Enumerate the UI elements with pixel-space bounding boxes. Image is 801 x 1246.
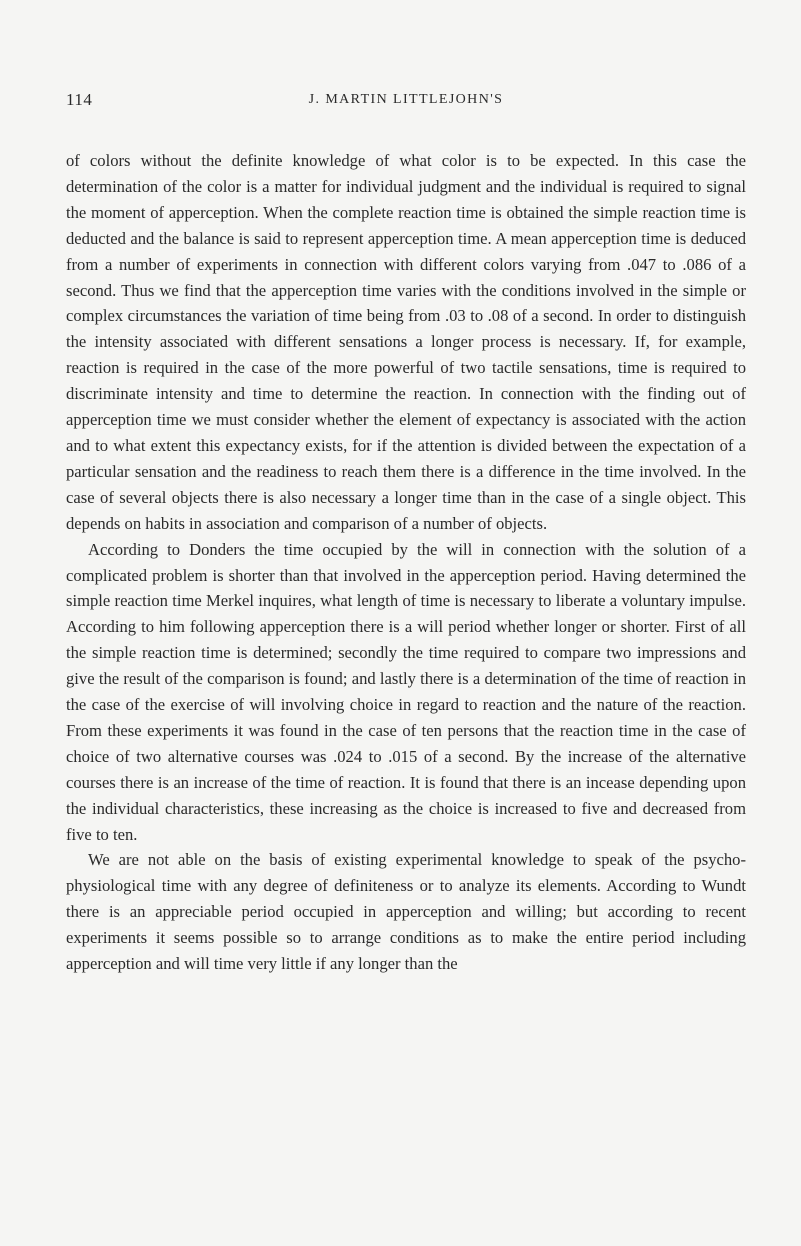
running-title: J. MARTIN LITTLEJOHN'S [308, 92, 504, 107]
running-head [66, 90, 746, 114]
body-text [66, 148, 746, 977]
paragraph-wundt: We are not able on the basis of existing experimental knowledge to speak of the psycho-physiological time with any degree of definiteness or to analyze its elements. According to Wundt there is an appreciable period occupied in apperception and willing; but according to recent experiments it seems possible so to arrange conditions as to make the entire period including apperception and will time very little if any longer than the [66, 850, 746, 974]
paragraph-donders: According to Donders the time occupied by the will in connection with the solution of a complicated problem is shorter than that involved in the apperception period. Having determined the simple reaction time Merkel inquires, what length of time is necessary to liberate a voluntary impulse. According to him following apperception there is a will period whether longer or shorter. First of all the simple reaction time is determined; secondly the time required to compare two impressions and give the result of the comparison is found; and lastly there is a determination of the time of reaction in the case of the exercise of will involving choice in regard to reaction and the nature of the reaction. From these experiments it was found in the case of ten persons that the reaction time in the case of choice of two alternative courses was .024 to .015 of a second. By the increase of the alternative courses there is an increase of the time of reaction. It is found that there is an incease depending upon the individual characteristics, these increasing as the choice is increased to five and decreased from five to ten. [66, 539, 746, 844]
page-number: 114 [66, 90, 93, 109]
paragraph-continuation: of colors without the definite knowledge of what color is to be expected. In this case the determination of the color is a matter for individual judgment and the individual is required to signal the moment of apperception. When the complete reaction time is obtained the simple reaction time is deducted and the balance is said to represent apperception time. A mean apperception time is deduced from a number of experiments in connection with different colors varying from .047 to .086 of a second. Thus we find that the apperception time varies with the conditions involved in the simple or complex circumstances the variation of time being from .03 to .08 of a second. In order to distinguish the intensity associated with different sensations a longer process is necessary. If, for example, reaction is required in the case of the more powerful of two tactile sensations, time is required to discriminate intensity and time to determine the reaction. In connection with the finding out of apperception time we must consider whether the element of expectancy is associated with the action and to what extent this expectancy exists, for if the attention is divided between the expectation of a particular sensation and the readiness to reach them there is a difference in the time involved. In the case of several objects there is also necessary a longer time than in the case of a single object. This depends on habits in association and comparison of a number of objects. [66, 151, 746, 533]
